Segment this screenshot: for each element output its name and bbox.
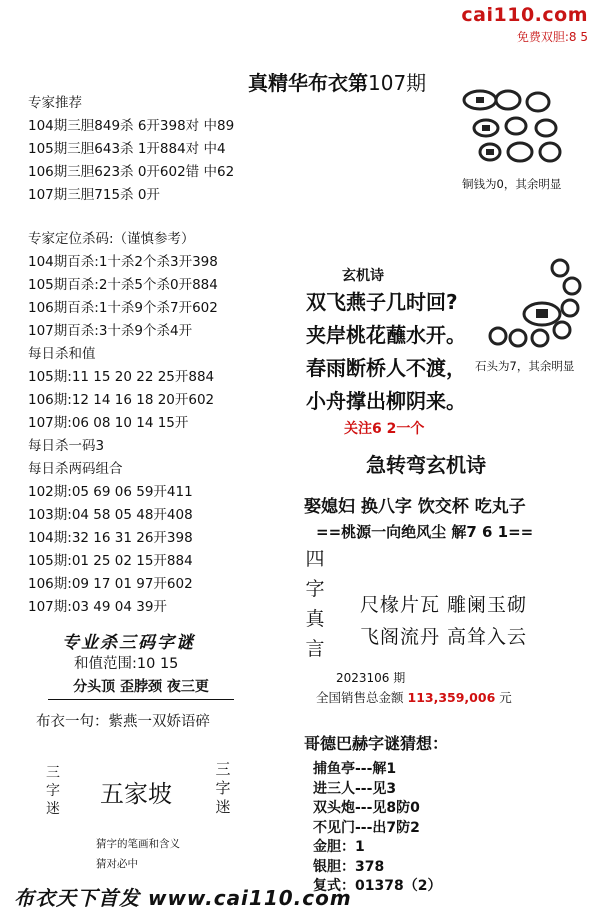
riddle-left-label: 三 字 迷 bbox=[46, 765, 60, 817]
list-item: 103期:04 58 05 48开408 bbox=[28, 507, 193, 523]
daily-one-code: 每日杀一码3 bbox=[28, 438, 105, 454]
list-item: 金胆：1 bbox=[313, 839, 365, 855]
sales-issue: 2023106 期 bbox=[336, 671, 406, 685]
sales-unit: 元 bbox=[499, 690, 512, 705]
list-item: 106期:09 17 01 97开602 bbox=[28, 576, 193, 592]
coins-image bbox=[462, 86, 574, 174]
list-item: 107期:06 08 10 14 15开 bbox=[28, 415, 189, 431]
daily-two-heading: 每日杀两码组合 bbox=[28, 461, 123, 477]
list-item: 105期三胆643杀 1开884对 中4 bbox=[28, 141, 226, 157]
riddle-hint-1: 猜字的笔画和含义 bbox=[96, 838, 180, 850]
jizhuanwan-heading: 急转弯玄机诗 bbox=[366, 453, 486, 477]
list-item: 捕鱼亭---解1 bbox=[313, 761, 397, 777]
list-item: 104期三胆849杀 6开398对 中89 bbox=[28, 118, 235, 134]
sales-amount: 113,359,006 bbox=[407, 690, 496, 705]
stones-image bbox=[478, 256, 588, 352]
list-item: 银胆：378 bbox=[313, 858, 385, 875]
coins-caption: 铜钱为0，其余明显 bbox=[462, 177, 562, 191]
poem-note: 关注6 2一个 bbox=[344, 421, 425, 437]
stones-caption: 石头为7，其余明显 bbox=[475, 359, 575, 373]
site-name[interactable]: cai110.com bbox=[461, 4, 588, 26]
three-code-words: 分头顶 歪脖颈 夜三更 bbox=[48, 676, 234, 700]
expert-section bbox=[28, 92, 234, 207]
list-item: 105期:11 15 20 22 25开884 bbox=[28, 369, 215, 385]
list-item: 105期:01 25 02 15开884 bbox=[28, 553, 193, 569]
list-item: 107期三胆715杀 0开 bbox=[28, 187, 160, 203]
list-item: 104期百杀:1十杀2个杀3开398 bbox=[28, 254, 218, 270]
title-text: 真精华布衣第 bbox=[248, 71, 368, 95]
stone-icon bbox=[478, 256, 588, 348]
position-kill-section bbox=[28, 228, 218, 619]
sales-label: 全国销售总金额 bbox=[316, 690, 404, 705]
riddle-right-label: 三 字 迷 bbox=[215, 760, 231, 816]
three-code-heading: 专业杀三码字谜 bbox=[62, 633, 195, 653]
list-item: 102期:05 69 06 59开411 bbox=[28, 484, 193, 500]
list-item: 105期百杀:2十杀5个杀0开884 bbox=[28, 277, 218, 293]
free-double-label: 免费双胆:8 5 bbox=[516, 30, 588, 44]
poem-heading: 玄机诗 bbox=[342, 268, 384, 284]
four-char-label: 四 字 真 言 bbox=[305, 548, 325, 660]
list-item: 双头炮---见8防0 bbox=[313, 800, 420, 816]
poem-lines bbox=[306, 286, 466, 418]
poem-line: 春雨断桥人不渡， bbox=[306, 356, 466, 380]
jizhuanwan-subline: ==桃源一向绝风尘 解7 6 1== bbox=[316, 523, 534, 541]
poem-line: 小舟撑出柳阴来。 bbox=[306, 389, 466, 413]
expert-heading: 专家推荐 bbox=[28, 95, 82, 111]
list-item: 107期百杀:3十杀9个杀4开 bbox=[28, 323, 193, 339]
four-char-row-1: 尺椽片瓦 雕阑玉砌 bbox=[360, 594, 528, 616]
daily-sum-heading: 每日杀和值 bbox=[28, 346, 96, 362]
jizhuanwan-line: 娶媳妇 换八字 饮交杯 吃丸子 bbox=[304, 497, 526, 517]
list-item: 107期:03 49 04 39开 bbox=[28, 599, 167, 615]
list-item: 106期百杀:1十杀9个杀7开602 bbox=[28, 300, 218, 316]
sales-total bbox=[316, 688, 512, 706]
riddle-word: 五家坡 bbox=[100, 780, 172, 808]
riddle-hint-2: 猜对必中 bbox=[96, 858, 138, 870]
list-item: 106期:12 14 16 18 20开602 bbox=[28, 392, 215, 408]
four-char-row-2: 飞阁流丹 高耸入云 bbox=[360, 626, 528, 648]
poem-line: 双飞燕子几时回? bbox=[306, 290, 458, 314]
position-kill-heading: 专家定位杀码:（谨慎参考） bbox=[28, 231, 195, 247]
title-issue: 107期 bbox=[368, 71, 427, 95]
list-item: 进三人---见3 bbox=[313, 780, 397, 797]
list-item: 106期三胆623杀 0开602错 中62 bbox=[28, 164, 235, 180]
brand-header bbox=[461, 4, 588, 45]
goldbach-lines bbox=[313, 760, 441, 897]
list-item: 复式：01378（2） bbox=[313, 878, 442, 894]
bottom-banner[interactable]: 布衣天下首发 www.cai110.com bbox=[14, 886, 352, 910]
list-item: 104期:32 16 31 26开398 bbox=[28, 530, 193, 546]
sum-range: 和值范围:10 15 bbox=[74, 656, 179, 672]
list-item: 不见门---出7防2 bbox=[313, 819, 420, 836]
coin-icon bbox=[462, 86, 574, 170]
buyi-sentence: 布衣一句：紫燕一双娇语碎 bbox=[36, 714, 210, 730]
poem-line: 夹岸桃花蘸水开。 bbox=[306, 323, 466, 347]
goldbach-heading: 哥德巴赫字谜猜想： bbox=[304, 734, 449, 753]
page-title bbox=[248, 67, 426, 96]
